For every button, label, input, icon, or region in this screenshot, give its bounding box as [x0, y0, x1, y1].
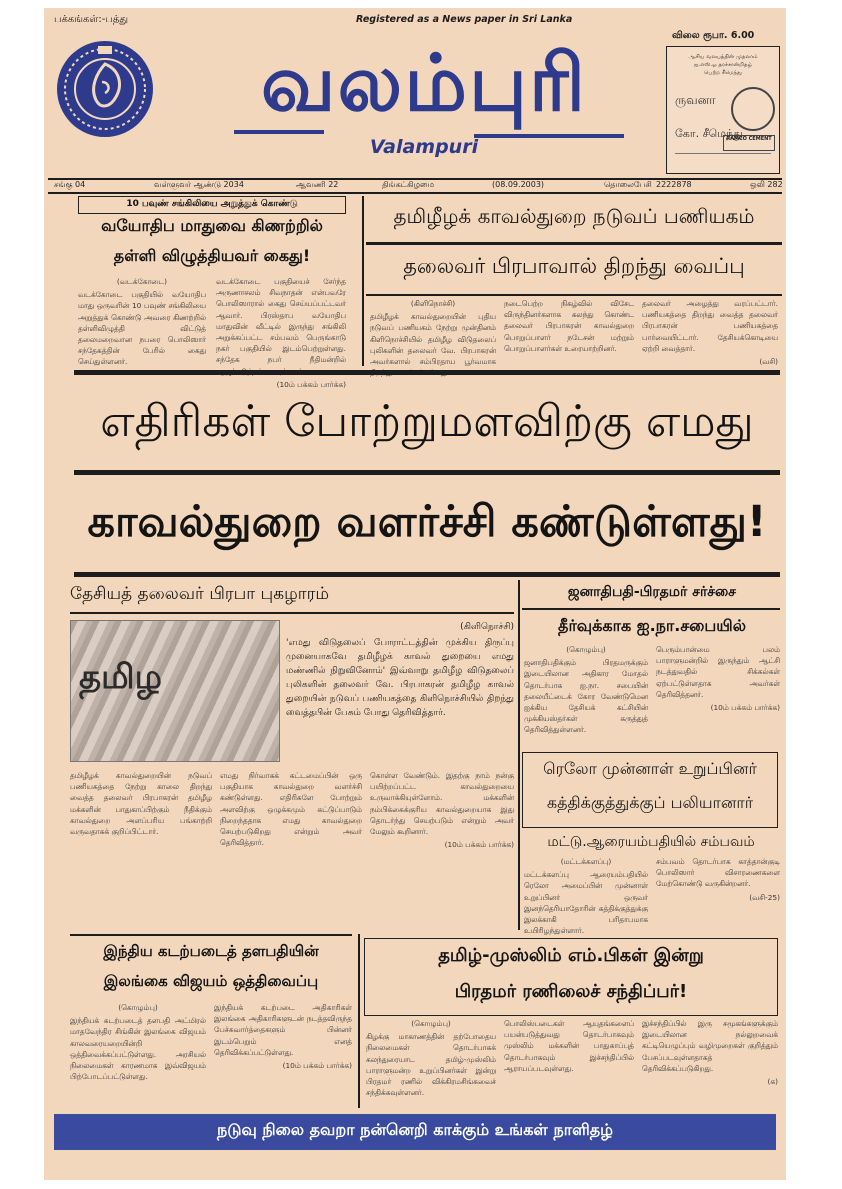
story3-column-1: [524, 644, 648, 748]
story5-body-2: இந்தியக் கடற்படை அதிகாரிகள் இலங்கை அதிகாரிகளுடன் நடத்தவிருந்த பேச்சுவார்த்தைகளும் பின்னர் இடம்பெறும் எனத் தெரிவிக்கப்பட்டுள்ளது.: [214, 1003, 352, 1057]
story5-column-2: [214, 1002, 352, 1106]
cement-advert: [666, 46, 780, 174]
issue-number: ஒலி 282: [750, 180, 783, 189]
story6-column-1: [366, 1018, 496, 1108]
story2-body-2: நடைபெற்ற நிகழ்வில் விசேட விருந்தினர்களாக கலந்து கொண்ட தலைவர் பிரபாகரன் காவல்துறை பொறுப்பாளர் நடேசன் மற்றும் பொறுப்பாளர்கள் உரையாற்றினர்.: [504, 299, 634, 353]
lead-rule-bottom: [74, 572, 780, 577]
lead-intro-text: 'எமது விடுதலைப் போராட்டத்தின் முக்கிய திருப்பு முனையாகவே தமிழீழக் காவல் துறையை எமது மண்ணில் நிறுவினோம்' இவ்வாறு தமிழீழ விடுதலைப் புலிகளின் தலைவர் வே. பிரபாகரன் தமிழீழ காவல் துறையின் நடுவப் பணியகத்தை கிளிநொச்சியில் திறந்து வைத்தபின் பேசும் போது தெரிவித்தார்.: [286, 638, 514, 718]
story6-body-3: இச்சந்திப்பில் இரு சமூகங்களுக்கும் இடையிலான நல்லுறவைக் கட்டியெழுப்பும் வழிமுறைகள் குறித்தும் பேசப்படவுள்ளதாகத் தெரிவிக்கப்படுகிறது.: [642, 1019, 778, 1073]
lead-headline-2: காவல்துறை வளர்ச்சி கண்டுள்ளது!: [87, 497, 767, 547]
story5-dateline: (கொழும்பு): [118, 1003, 158, 1012]
story3-kicker: ஜனாதிபதி-பிரதமர் சர்ச்சை: [567, 584, 737, 600]
lead-column-b: [220, 770, 362, 928]
lead-ref: (10ம் பக்கம் பார்க்க): [444, 840, 514, 850]
advert-line-1: ஆசிய வலயத்தின் முதலாம்: [688, 54, 758, 60]
masthead-rule-left: [234, 130, 324, 134]
newspaper-page: [44, 8, 786, 1180]
weekday: திங்கட்கிழமை: [382, 180, 435, 189]
advert-dealer: கோ. சீமெந்து: [675, 127, 743, 140]
story1-body-2: வடக்கோடை பகுதியைச் சேர்ந்த அருணாசலம் சிவநாதன் என்பவரே பொலிஸாரால் கைது செய்யப்பட்டவர் ஆவார். பிரஸ்தாப வயோதிப மாதுவின் வீட்டில் இருந்து சங்கிலி அறுக்கப்பட்ட சம்பவம் பெருங்காடு நகர் பகுதியில் இடம்பெற்றுள்ளது. சந்தேக நபர் நீதிமன்றில்: [216, 277, 346, 365]
story1-column-1: [78, 276, 206, 367]
price: விலை ரூபா. 6.00: [672, 30, 755, 41]
footer-banner: [54, 1114, 776, 1150]
lead-rule-middle: [74, 470, 780, 475]
story3-dateline: (கொழும்பு): [566, 645, 606, 654]
story6-headline-box: [364, 938, 778, 1016]
column-divider-top: [362, 196, 364, 366]
story2-credit: (வசி): [759, 357, 778, 367]
lead-photo: [70, 620, 280, 762]
story2-column-3: [642, 298, 778, 367]
story6-body-2: பொலிஸ்படைகள் ஆயுதங்களைப் பயன்படுத்துவது தொடர்பாகவும் முஸ்லிம் மக்களின் பாதுகாப்புத் தொடர்பாகவும் இச்சந்திப்பில் ஆராயப்படவுள்ளது.: [504, 1019, 634, 1073]
story5-ref: (10ம் பக்கம் பார்க்க): [282, 1061, 352, 1071]
lead-body-a: தமிழீழக் காவல்துறையின் நடுவப் பணியகத்தை நேற்று காலை திறந்து வைத்த தலைவர் பிரபாகரன் தமிழீழ மக்களின் பாதுகாப்பிற்கும் நீதிக்கும் காவல்துறை அளப்பரிய பங்காற்றி வருவதாகக் குறிப்பிட்டார்.: [70, 771, 212, 837]
advert-divider: [675, 153, 771, 154]
story5-body-1: இந்தியக் கடற்படைத் தளபதி அட்மிரல் மாதவேந்திர சிங்கின் இலங்கை விஜயம் காலவரையறையின்றி ஒத்திவைக்கப்பட்டுள்ளது. அரசியல் நிலைமைகள் காரணமாக இவ்விஜயம் பிற்போடப்பட்டுள்ளது.: [70, 1016, 206, 1082]
story3-body-2: பெரும்பான்மை பலம் பாராளுமன்றில் இருந்தும் ஆட்சி நடத்துவதில் சிக்கல்கள் ஏற்பட்டுள்ளதாக அவர்கள் தெரிவித்தனர்.: [656, 645, 780, 699]
column-divider-middle: [518, 580, 520, 930]
story4-dateline: (மட்டக்களப்பு): [560, 857, 612, 866]
lead-column-a: [70, 770, 212, 928]
lead-column-c: [370, 770, 514, 928]
lead-dateline: (கிளிநொச்சி): [460, 622, 514, 632]
story1-kicker: 10 பவுண் சங்கிலியை அறுத்துக் கொண்டு: [126, 199, 298, 209]
valluvar-year: வள்ளுவர் ஆண்டு 2034: [154, 180, 244, 189]
lead-body-c: கொள்ள வேண்டும். இதற்கு நாம் நன்கு பயிற்றப்பட்ட காவல்துறையை உருவாக்கியுள்ளோம். மக்களின் நம்பிக்கைக்குரிய காவல்துறையாக இது தொடர்ந்து செயற்படும் என்றும் அவர் மேலும் கூறினார்.: [370, 771, 514, 837]
story2-column-1: [370, 298, 496, 367]
lead-subhead-rule: [70, 612, 514, 614]
story4-headline-2: கத்திக்குத்துக்குப் பலியானார்: [546, 793, 754, 812]
story1-headline-2: தள்ளி விழுத்தியவர் கைது!: [113, 246, 311, 265]
advert-brand: ருவனா: [675, 93, 716, 107]
story5-headline-1: இந்திய கடற்படைத் தளபதியின்: [103, 942, 319, 960]
story2-dateline: (கிளிநொச்சி): [410, 299, 456, 308]
story3-headline: தீர்வுக்காக ஐ.நா.சபையில்: [558, 616, 746, 635]
tamil-month-date: ஆவணி 22: [296, 180, 339, 189]
lead-subhead: தேசியத் தலைவர் பிரபா புகழாரம்: [70, 584, 330, 604]
story5-column-1: [70, 1002, 206, 1106]
masthead-subtitle: Valampuri: [369, 136, 479, 158]
lead-rule-top: [74, 370, 780, 375]
story4-ref: (வசி-25): [749, 892, 780, 902]
registration-note: Registered as a News paper in Sri Lanka: [356, 14, 573, 25]
issue-date: (08.09.2003): [492, 180, 545, 189]
story4-column-1: [524, 856, 648, 936]
lead-intro: [286, 620, 514, 766]
story2-headline-1: தமிழீழக் காவல்துறை நடுவப் பணியகம்: [393, 204, 755, 228]
story6-headline-1: தமிழ்-முஸ்லிம் எம்.பிகள் இன்று: [438, 945, 704, 966]
footer-slogan: நடுவு நிலை தவறா நன்னெறி காக்கும் உங்கள் நாளிதழ்: [216, 1120, 614, 1139]
story6-credit: (க): [767, 1077, 778, 1087]
story1-ref: (10ம் பக்கம் பார்க்க): [276, 379, 346, 389]
advert-line-2: ஐ.எஸ்.ஓ தரச்சான்றிதழ்: [694, 62, 752, 68]
story2-headline-rule: [366, 242, 782, 245]
story4-body-1: மட்டக்களப்பு ஆரையம்பதியில் ரெலோ அமைப்பின் முன்னாள் உறுப்பினர் ஒருவர் இனந்தெரியாதோரின் கத்திக்குத்துக்கு இலக்காகி பரிதாபமாக உயிரிழந்துள்ளார்.: [524, 870, 648, 936]
story4-headline-1: ரெலோ முன்னாள் உறுப்பினர்: [543, 759, 757, 778]
volume-number: சங்கு 04: [54, 180, 86, 189]
story4-subhead: மட்டு.ஆரையம்பதியில் சம்பவம்: [547, 834, 755, 850]
madras-cements-seal-icon: [731, 87, 775, 131]
column-divider-bottom: [358, 934, 360, 1108]
story6-column-3: [642, 1018, 778, 1108]
story1-body-1: வடக்கோடை பகுதியில் வயோதிப மாது ஒருவரின் 10 பவுண் சங்கிலியை அறுத்துக் கொண்டு அவரை கிணற்றில் தள்ளிவிழுத்தி விட்டுத் தலைமறைவான நபரை பொலிஸார் சந்தேகத்தின் பேரில் கைது செய்துள்ளனர்.: [78, 290, 206, 367]
masthead-title: வலம்புரி: [260, 39, 588, 129]
infobar-bottom-rule: [48, 192, 782, 194]
advert-line-3: பெற்ற சீமெந்து: [704, 70, 742, 76]
story6-body-1: கிழக்கு மாகாணத்தின் தற்போதைய நிலைமைகள் தொடர்பாகக் கலந்துரையாட தமிழ்-முஸ்லிம் பாராளுமன்ற உறுப்பினர்கள் இன்று பிரதமர் ரணில் விக்கிரமசிங்கவைச் சந்திக்கவுள்ளனர்.: [366, 1032, 496, 1098]
story6-column-2: [504, 1018, 634, 1108]
story3-ref: (10ம் பக்கம் பார்க்க): [710, 703, 780, 713]
story2-headline-2: தலைவர் பிரபாவால் திறந்து வைப்பு: [403, 254, 745, 278]
story1-dateline: (வடக்கோடை): [116, 277, 168, 286]
page-count: பக்கங்கள்:-பத்து: [54, 14, 129, 25]
story3-kicker-rule: [522, 608, 780, 610]
ramco-logo: RAMCO CEMENT: [723, 135, 775, 151]
story5-top-rule: [70, 934, 352, 936]
story2-body-3: தலைவர் அழைத்து வரப்பட்டார். பணியகத்தை திறந்து வைத்த தலைவர் பிரபாகரன் பணியகத்தை பார்வையிட்டார். தேசியக்கொடியை ஏற்றி வைத்தார்.: [642, 299, 778, 353]
story2-body-rule: [366, 294, 782, 296]
story1-headline-1: வயோதிப மாதுவை கிணற்றில்: [101, 216, 323, 235]
story1-column-2: [216, 276, 346, 389]
story2-body-1: தமிழீழக் காவல்துறையின் புதிய நடுவப் பணியகம் நேற்று முன்தினம் கிளிநொச்சியில் தமிழீழ விடுதலைப் புலிகளின் தலைவர் வே. பிரபாகரன் அவர்களால் சம்பிரதாய பூர்வமாக: [370, 312, 496, 367]
story6-headline-2: பிரதமர் ரணிலைச் சந்திப்பர்!: [454, 981, 688, 1002]
masthead: [204, 38, 644, 158]
phone-number: 2222878: [656, 180, 692, 189]
story3-body-1: ஜனாதிபதிக்கும் பிரதமருக்கும் இடையிலான அதிகார மோதல் தொடர்பாக ஐ.நா. சபையின் தலையீட்டைக் கோர வேண்டுமென ஐக்கிய தேசியக் கட்சியின் முக்கியஸ்தர்கள் கருத்துத் தெரிவித்துள்ளனர்.: [524, 658, 648, 735]
story4-body-2: சம்பவம் தொடர்பாக காத்தான்குடி பொலிஸார் விசாரணைகளை மேற்கொண்டு வருகின்றனர்.: [656, 857, 780, 889]
story1-kicker-box: [78, 196, 346, 214]
lead-body-b: எமது நிர்வாகக் கட்டமைப்பின் ஒரு பகுதியாக காவல்துறை வளர்ச்சி கண்டுள்ளது. எதிரிகளே போற்றும் அளவிற்கு ஒழுக்கமும் கட்டுப்பாடும் நிறைந்ததாக எமது காவல்துறை செயற்படுகிறது என்றும் அவர் தெரிவித்தார்.: [220, 771, 362, 848]
story5-headline-2: இலங்கை விஜயம் ஒத்திவைப்பு: [103, 972, 319, 990]
lead-headline-1: எதிரிகள் போற்றுமளவிற்கு எமது: [100, 396, 754, 447]
story4-headline-box: [522, 752, 778, 828]
story3-column-2: [656, 644, 780, 748]
story4-column-2: [656, 856, 780, 928]
lead-photo-sign: தமிழ: [79, 657, 162, 697]
phone-label: தொலைபேசி: [604, 180, 652, 189]
story6-dateline: (கொழும்பு): [411, 1019, 451, 1028]
conch-emblem-icon: [54, 38, 156, 140]
story2-column-2: [504, 298, 634, 364]
